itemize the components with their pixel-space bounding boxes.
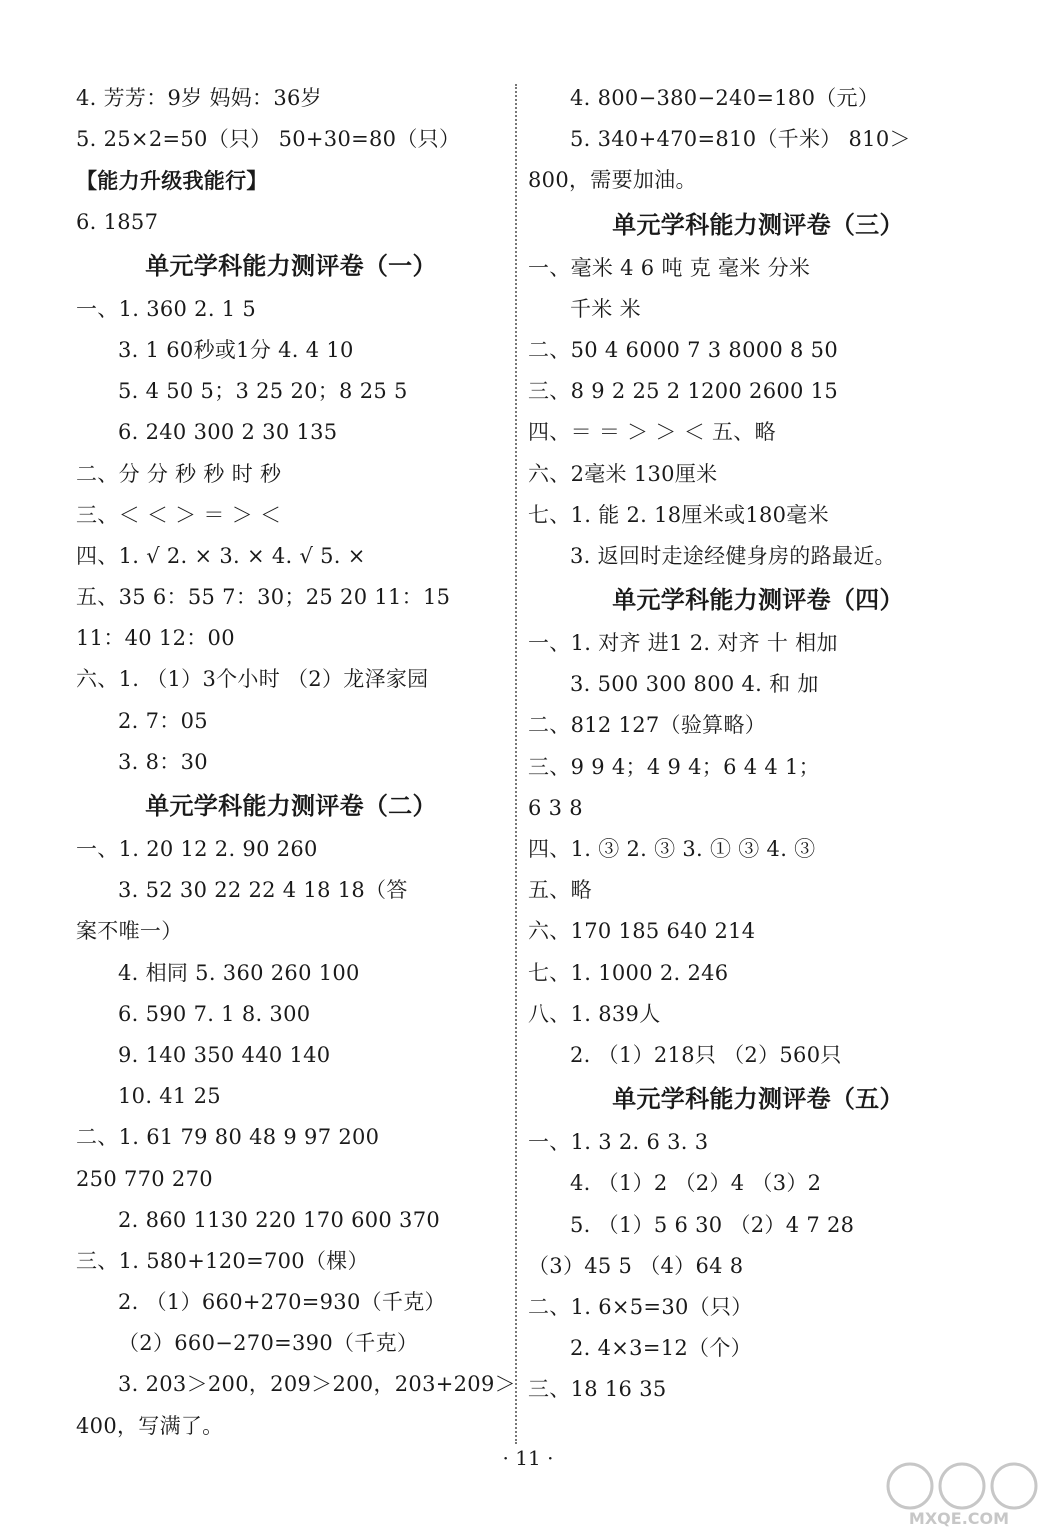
answer-line: 二、分 分 秒 秒 时 秒: [76, 461, 282, 486]
answer-line: 一、1. 20 12 2. 90 260: [76, 837, 318, 861]
answer-line: 七、1. 能 2. 18厘米或180毫米: [528, 502, 829, 527]
answer-line: 2. （1）660+270=930（千克）: [118, 1290, 446, 1315]
answer-line: 三、8 9 2 25 2 1200 2600 15: [528, 379, 838, 404]
section-title: 单元学科能力测评卷（四）: [612, 586, 904, 615]
answer-line: 一、1. 3 2. 6 3. 3: [528, 1130, 709, 1155]
answer-line: 2. 4×3=12（个）: [570, 1336, 752, 1361]
answer-line: 6. 1857: [76, 209, 159, 234]
answer-line: 一、毫米 4 6 吨 克 毫米 分米: [528, 255, 811, 280]
answer-line: 5. 340+470=810（千米） 810＞: [570, 127, 911, 152]
answer-line: 400，写满了。: [76, 1413, 224, 1438]
right-column: [528, 78, 988, 1410]
answer-line: 二、1. 6×5=30（只）: [528, 1294, 753, 1319]
answer-line: 一、1. 对齐 进1 2. 对齐 十 相加: [528, 631, 838, 656]
answer-line: 五、35 6：55 7：30；25 20 11：15: [76, 585, 451, 610]
answer-line: 4. 相同 5. 360 260 100: [118, 960, 360, 985]
answer-line: 3. 52 30 22 22 4 18 18（答: [118, 878, 408, 903]
answer-line: 5. 4 50 5；3 25 20；8 25 5: [118, 379, 408, 404]
answer-line: 3. 500 300 800 4. 和 加: [570, 672, 819, 697]
answer-line: （2）660−270=390（千克）: [118, 1331, 419, 1356]
answer-line: 3. 1 60秒或1分 4. 4 10: [118, 337, 354, 362]
answer-line: 三、18 16 35: [528, 1377, 667, 1402]
answer-line: 11：40 12：00: [76, 626, 235, 651]
answer-line: 三、1. 580+120=700（棵）: [76, 1248, 369, 1273]
answer-line: 6 3 8: [528, 795, 583, 820]
answer-line: 五、略: [528, 878, 592, 903]
section-title: 单元学科能力测评卷（三）: [612, 210, 904, 239]
svg-text:MXQE.COM: MXQE.COM: [908, 1509, 1010, 1528]
page-number: · 11 ·: [502, 1446, 554, 1470]
answer-line: 6. 240 300 2 30 135: [118, 420, 338, 445]
watermark-logo: [874, 1456, 1044, 1528]
answer-line: 4. 800−380−240=180（元）: [570, 86, 880, 110]
column-divider: [515, 84, 517, 1444]
answer-line: 2. 7：05: [118, 708, 208, 733]
answer-line: 六、170 185 640 214: [528, 919, 756, 944]
answer-line: 四、＝ ＝ ＞ ＞ ＜ 五、略: [528, 420, 776, 445]
answer-line: 10. 41 25: [118, 1084, 221, 1109]
answer-line: 5. （1）5 6 30 （2）4 7 28: [570, 1212, 855, 1237]
answer-line: 二、50 4 6000 7 3 8000 8 50: [528, 337, 838, 362]
answer-line: 4. 芳芳：9岁 妈妈：36岁: [76, 86, 322, 110]
answer-line: 案不唯一）: [76, 919, 183, 944]
answer-line: 2. （1）218只 （2）560只: [570, 1042, 842, 1067]
answer-line: 2. 860 1130 220 170 600 370: [118, 1207, 441, 1232]
answer-line: 千米 米: [570, 296, 641, 321]
answer-line: 800，需要加油。: [528, 168, 697, 193]
answer-line: 四、1. ③ 2. ③ 3. ① ③ 4. ③: [528, 837, 816, 861]
answer-line: 3. 8：30: [118, 749, 208, 774]
answer-line: 6. 590 7. 1 8. 300: [118, 1001, 311, 1026]
answer-line: 4. （1）2 （2）4 （3）2: [570, 1171, 822, 1196]
answer-line: 三、9 9 4；4 9 4；6 4 4 1；: [528, 754, 820, 779]
section-title: 单元学科能力测评卷（二）: [145, 792, 437, 820]
answer-line: 六、2毫米 130厘米: [528, 461, 718, 486]
answer-line: 二、1. 61 79 80 48 9 97 200: [76, 1125, 380, 1150]
answer-line: 三、＜ ＜ ＞ ＝ ＞ ＜: [76, 502, 282, 527]
answer-line: 【能力升级我能行】: [76, 168, 268, 194]
answer-line: 六、1. （1）3个小时 （2）龙泽家园: [76, 667, 429, 692]
section-title: 单元学科能力测评卷（五）: [612, 1085, 904, 1114]
answer-line: 一、1. 360 2. 1 5: [76, 296, 257, 321]
answer-line: 5. 25×2=50（只） 50+30=80（只）: [76, 127, 461, 152]
answer-line: 八、1. 839人: [528, 1001, 661, 1026]
section-title: 单元学科能力测评卷（一）: [145, 251, 437, 280]
answer-line: 七、1. 1000 2. 246: [528, 960, 729, 985]
answer-line: （3）45 5 （4）64 8: [528, 1253, 744, 1278]
answer-line: 四、1. √ 2. × 3. × 4. √ 5. ×: [76, 543, 366, 568]
answer-line: 3. 返回时走途经健身房的路最近。: [570, 543, 896, 568]
answer-line: 3. 203＞200，209＞200，203+209＞: [118, 1372, 516, 1397]
answer-line: 9. 140 350 440 140: [118, 1042, 331, 1067]
answer-line: 二、812 127（验算略）: [528, 713, 767, 738]
answer-line: 250 770 270: [76, 1166, 213, 1191]
left-column: [76, 78, 516, 1447]
